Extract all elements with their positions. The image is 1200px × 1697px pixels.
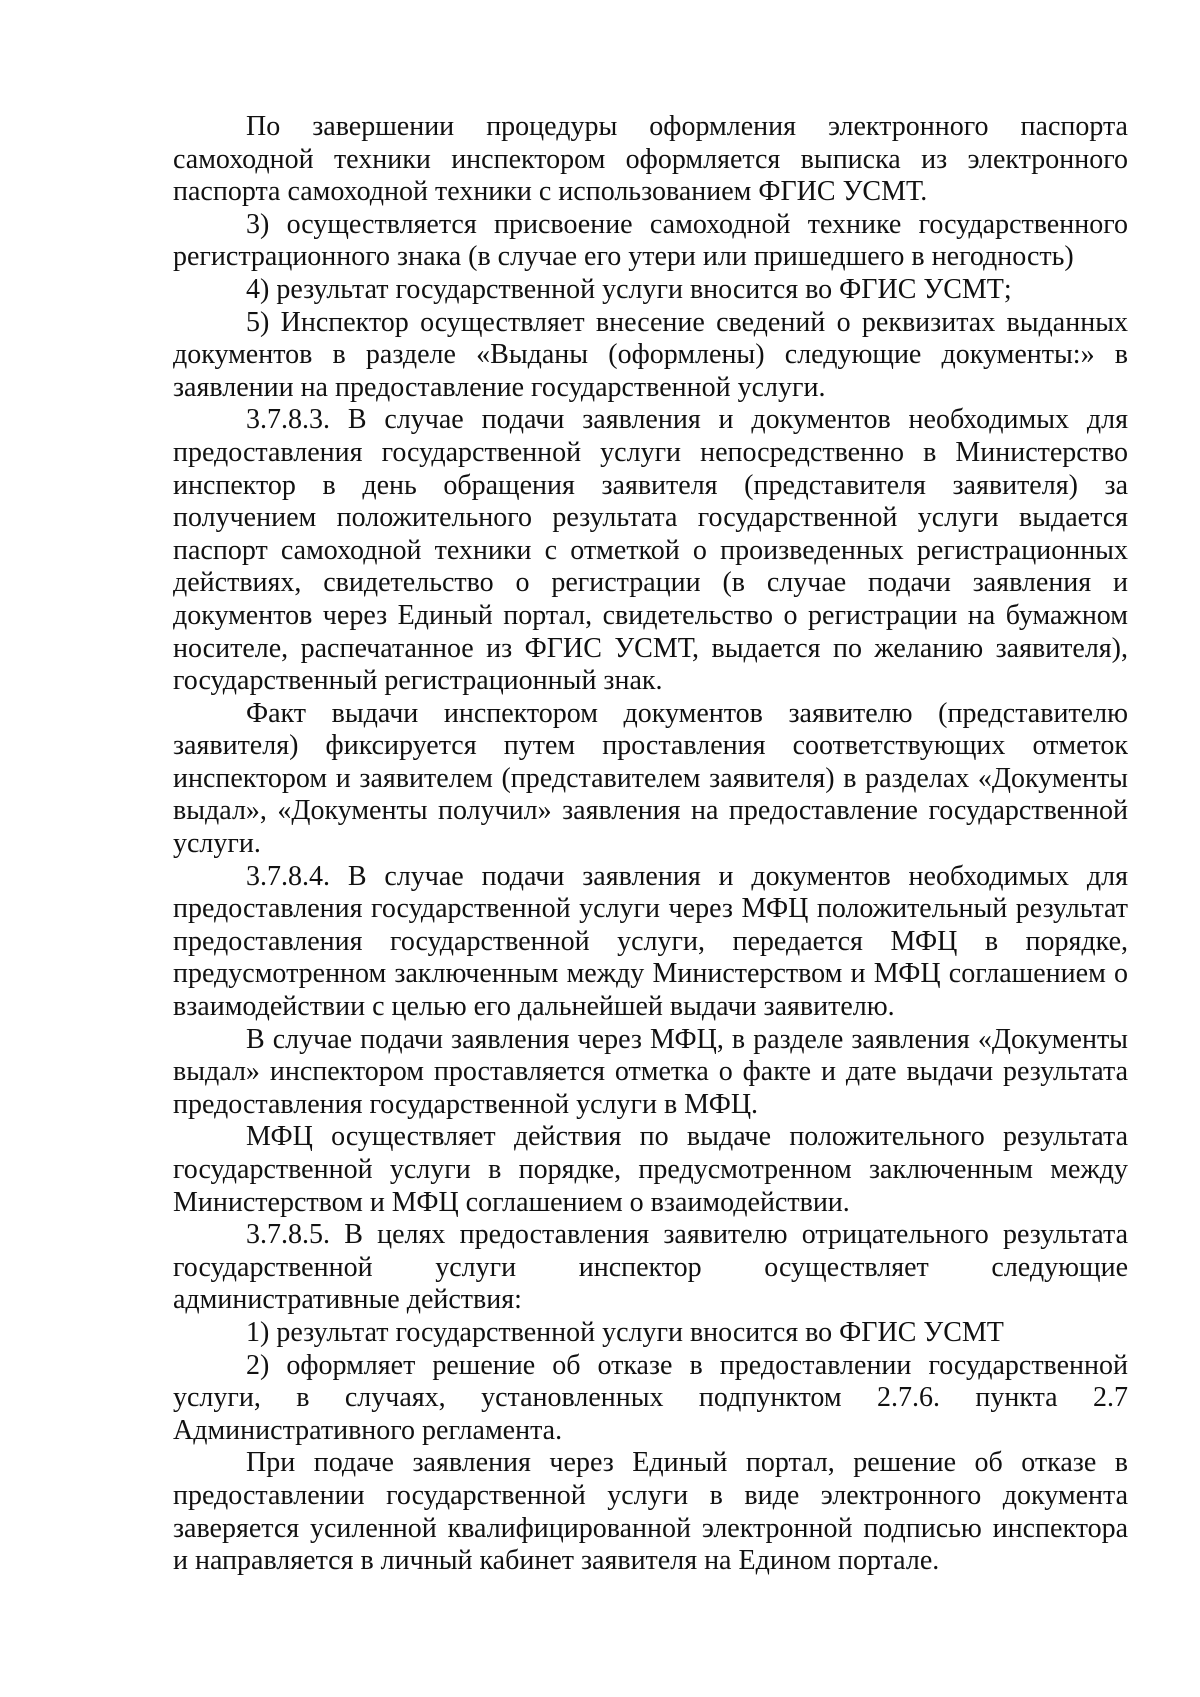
paragraph-item-5-inspector-records: 5) Инспектор осуществляет внесение сведений о реквизитах выданных документов в разделе «Выданы (оформлены) следующие документы:» в заявлении на предоставление государственной услуги. bbox=[173, 306, 1128, 403]
paragraph-passport-extract: По завершении процедуры оформления электронного паспорта самоходной техники инспектором оформляется выписка из электронного паспорта самоходной техники с использованием ФГИС УСМТ. bbox=[173, 111, 1128, 208]
paragraph-portal-refusal: При подаче заявления через Единый портал, решение об отказе в предоставлении государственной услуги в виде электронного документа заверяется усиленной квалифицированной электронной подписью инспектора и направляется в личный кабинет заявителя на Едином портале. bbox=[173, 1447, 1128, 1577]
paragraph-3-7-8-4: 3.7.8.4. В случае подачи заявления и документов необходимых для предоставления государственной услуги через МФЦ положительный результат предоставления государственной услуги, передается МФЦ в порядке, предусмотренном заключенным между Министерством и МФЦ соглашением о взаимодействии с целью его дальнейшей выдачи заявителю. bbox=[173, 860, 1128, 1023]
paragraph-item-4-result-entry: 4) результат государственной услуги вносится во ФГИС УСМТ; bbox=[246, 273, 1012, 305]
paragraph-item-3-plate-assignment: 3) осуществляется присвоение самоходной технике государственного регистрационного знака (в случае его утери или пришедшего в негодность) bbox=[173, 208, 1128, 273]
paragraph-issuance-fact: Факт выдачи инспектором документов заявителю (представителю заявителя) фиксируется путем проставления соответствующих отметок инспектором и заявителем (представителем заявителя) в разделах «Документы выдал», «Документы получил» заявления на предоставление государственной услуги. bbox=[173, 697, 1128, 860]
paragraph-3-7-8-5: 3.7.8.5. В целях предоставления заявителю отрицательного результата государственной услуги инспектор осуществляет следующие административные действия: bbox=[173, 1219, 1128, 1316]
paragraph-step-1: 1) результат государственной услуги вносится во ФГИС УСМТ bbox=[246, 1316, 1004, 1348]
paragraph-mfc-delivery: МФЦ осуществляет действия по выдаче положительного результата государственной услуги в порядке, предусмотренном заключенным между Министерством и МФЦ соглашением о взаимодействии. bbox=[173, 1121, 1128, 1218]
paragraph-mfc-submission: В случае подачи заявления через МФЦ, в разделе заявления «Документы выдал» инспектором проставляется отметка о факте и дате выдачи результата предоставления государственной услуги в МФЦ. bbox=[173, 1023, 1128, 1120]
paragraph-step-2: 2) оформляет решение об отказе в предоставлении государственной услуги, в случаях, установленных подпунктом 2.7.6. пункта 2.7 Административного регламента. bbox=[173, 1349, 1128, 1446]
document-body bbox=[173, 111, 1128, 1578]
paragraph-3-7-8-3: 3.7.8.3. В случае подачи заявления и документов необходимых для предоставления государственной услуги непосредственно в Министерство инспектор в день обращения заявителя (представителя заявителя) за получением положительного результата государственной услуги выдается паспорт самоходной техники с отметкой о произведенных регистрационных действиях, свидетельство о регистрации (в случае подачи заявления и документов через Единый портал, свидетельство о регистрации на бумажном носителе, распечатанное из ФГИС УСМТ, выдается по желанию заявителя), государственный регистрационный знак. bbox=[173, 404, 1128, 697]
